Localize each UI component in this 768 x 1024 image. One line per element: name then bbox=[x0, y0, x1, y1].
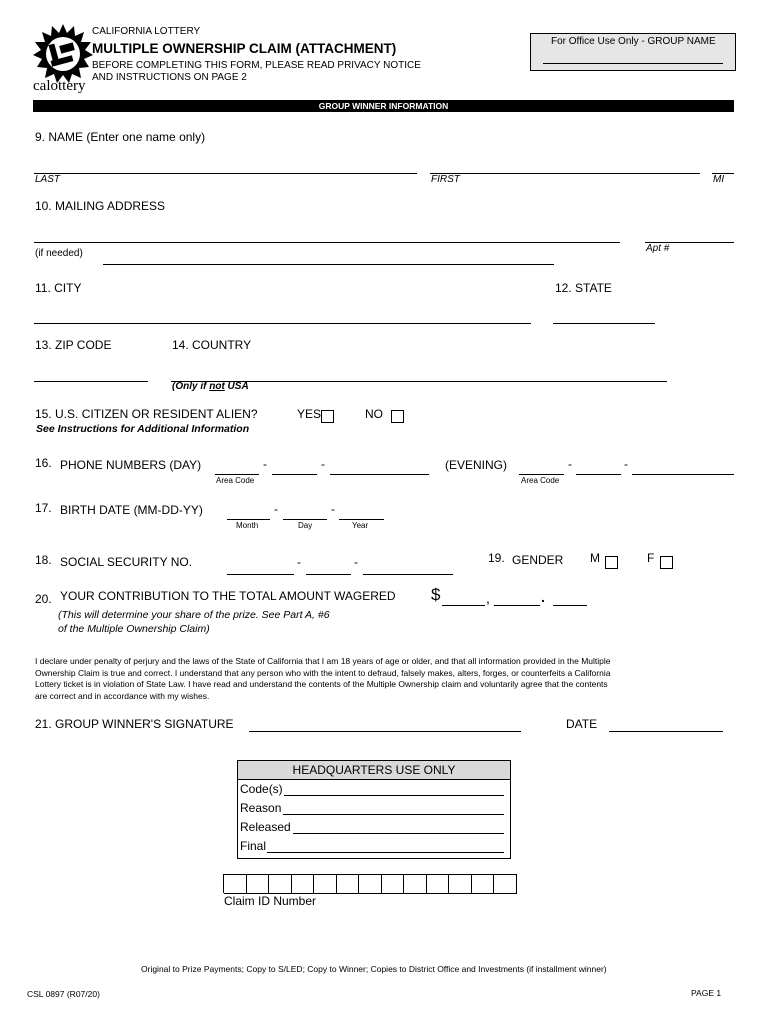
yes-checkbox[interactable] bbox=[321, 410, 334, 423]
declaration-line: I declare under penalty of perjury and the laws of the State of California that I am 18 years of age or older, and that all information provided in the Multiple bbox=[35, 656, 611, 666]
day-dash-1: - bbox=[263, 457, 267, 471]
mailing-address-field[interactable] bbox=[34, 242, 620, 243]
contribution-cents-field[interactable] bbox=[553, 605, 587, 606]
declaration bbox=[35, 656, 735, 702]
if-needed-label: (if needed) bbox=[35, 248, 83, 259]
form-id: CSL 0897 (R07/20) bbox=[27, 989, 100, 999]
signature-field[interactable] bbox=[249, 731, 521, 732]
female-label: F bbox=[647, 551, 655, 565]
declaration-line: Ownership Claim is true and correct. I understand that any person who with the intent to defraud, falsely makes, alters, forges, or counterfeits a California bbox=[35, 667, 611, 678]
hq-use-box bbox=[237, 760, 511, 859]
birth-dash-1: - bbox=[274, 502, 278, 516]
contribution-comma: , bbox=[486, 590, 490, 606]
first-label: FIRST bbox=[431, 174, 460, 185]
only-if-pre: (Only if bbox=[172, 381, 210, 392]
birth-year-field[interactable] bbox=[339, 519, 384, 520]
birth-dash-2: - bbox=[331, 502, 335, 516]
state-field[interactable] bbox=[553, 323, 655, 324]
last-name-field[interactable] bbox=[34, 173, 417, 174]
evening-prefix-field[interactable] bbox=[576, 474, 621, 475]
distribution-note: Original to Prize Payments; Copy to S/LED; Copy to Winner; Copies to District Office and Investments (if installment winner) bbox=[141, 964, 607, 974]
hq-final-field[interactable] bbox=[267, 852, 504, 853]
logo-sunburst-icon bbox=[33, 22, 93, 84]
contribution-thousands-field[interactable] bbox=[442, 605, 485, 606]
no-checkbox[interactable] bbox=[391, 410, 404, 423]
address-line-2-field[interactable] bbox=[103, 264, 554, 265]
birth-day-field[interactable] bbox=[283, 519, 327, 520]
signature-label: 21. GROUP WINNER'S SIGNATURE bbox=[35, 717, 234, 731]
yes-label: YES bbox=[297, 407, 322, 421]
claim-id-cell[interactable] bbox=[472, 874, 495, 894]
evening-label: (EVENING) bbox=[445, 458, 508, 472]
evening-line-field[interactable] bbox=[632, 474, 734, 475]
birth-month-field[interactable] bbox=[227, 519, 270, 520]
birth-label: BIRTH DATE (MM-DD-YY) bbox=[60, 503, 203, 517]
office-use-box bbox=[530, 33, 736, 71]
ssn-group-field[interactable] bbox=[306, 574, 351, 575]
female-checkbox[interactable] bbox=[660, 556, 673, 569]
day-label: Day bbox=[298, 521, 313, 530]
claim-id-cell[interactable] bbox=[359, 874, 382, 894]
contribution-note-2: of the Multiple Ownership Claim) bbox=[58, 623, 210, 635]
contribution-dollars-field[interactable] bbox=[494, 605, 540, 606]
ssn-dash-1: - bbox=[297, 555, 301, 569]
ssn-dash-2: - bbox=[354, 555, 358, 569]
lottery-logo bbox=[33, 22, 93, 92]
instruction-line-1: BEFORE COMPLETING THIS FORM, PLEASE READ PRIVACY NOTICE bbox=[92, 60, 421, 71]
claim-id-cell[interactable] bbox=[224, 874, 247, 894]
section-bar bbox=[33, 100, 734, 112]
evening-area-code-label: Area Code bbox=[521, 476, 560, 485]
hq-codes-label: Code(s) bbox=[240, 782, 283, 796]
mi-label: MI bbox=[713, 174, 725, 185]
citizen-note: See Instructions for Additional Information bbox=[36, 423, 250, 435]
phone-label: PHONE NUMBERS (DAY) bbox=[60, 458, 202, 472]
org-name: CALIFORNIA LOTTERY bbox=[92, 26, 201, 37]
evening-dash-2: - bbox=[624, 457, 628, 471]
year-label: Year bbox=[352, 521, 369, 530]
month-label: Month bbox=[236, 521, 259, 530]
logo-text: calottery bbox=[33, 78, 86, 94]
only-if-post: USA bbox=[224, 381, 249, 392]
declaration-line: are correct and in accordance with my wishes. bbox=[35, 690, 210, 701]
only-if-not-usa bbox=[172, 381, 249, 392]
claim-id-cell[interactable] bbox=[337, 874, 360, 894]
contribution-note-1: (This will determine your share of the prize. See Part A, #6 bbox=[58, 609, 330, 621]
gender-number: 19. bbox=[488, 551, 505, 565]
last-label: LAST bbox=[35, 174, 61, 185]
first-name-field[interactable] bbox=[430, 173, 700, 174]
day-area-code-field[interactable] bbox=[215, 474, 259, 475]
country-label: 14. COUNTRY bbox=[172, 338, 252, 352]
birth-number: 17. bbox=[35, 501, 52, 515]
claim-id-cell[interactable] bbox=[292, 874, 315, 894]
city-field[interactable] bbox=[34, 323, 531, 324]
office-use-label: For Office Use Only - GROUP NAME bbox=[551, 36, 716, 47]
claim-id-cell[interactable] bbox=[427, 874, 450, 894]
male-checkbox[interactable] bbox=[605, 556, 618, 569]
contribution-number: 20. bbox=[35, 592, 52, 606]
hq-released-field[interactable] bbox=[293, 833, 504, 834]
apt-label: Apt # bbox=[646, 243, 670, 254]
phone-number: 16. bbox=[35, 456, 52, 470]
day-prefix-field[interactable] bbox=[272, 474, 317, 475]
page-number: PAGE 1 bbox=[691, 988, 722, 998]
hq-reason-label: Reason bbox=[240, 801, 282, 815]
hq-codes-field[interactable] bbox=[284, 795, 504, 796]
evening-area-code-field[interactable] bbox=[519, 474, 564, 475]
hq-header bbox=[238, 761, 510, 780]
claim-id-cell[interactable] bbox=[314, 874, 337, 894]
section-bar-title: GROUP WINNER INFORMATION bbox=[318, 101, 449, 111]
day-dash-2: - bbox=[321, 457, 325, 471]
declaration-line: Lottery ticket is in violation of State Law. I have read and understand the contents of the Multiple Ownership claim and voluntarily agree that the contents bbox=[35, 679, 608, 689]
no-label: NO bbox=[365, 407, 383, 421]
day-line-field[interactable] bbox=[330, 474, 429, 475]
name-label: 9. NAME (Enter one name only) bbox=[35, 130, 206, 144]
evening-dash-1: - bbox=[568, 457, 572, 471]
day-area-code-label: Area Code bbox=[216, 476, 255, 485]
instruction-line-2: AND INSTRUCTIONS ON PAGE 2 bbox=[92, 72, 247, 83]
claim-id-cell[interactable] bbox=[449, 874, 472, 894]
city-label: 11. CITY bbox=[35, 281, 82, 295]
zip-field[interactable] bbox=[34, 381, 148, 382]
group-name-field[interactable] bbox=[543, 63, 723, 64]
ssn-label: SOCIAL SECURITY NO. bbox=[60, 555, 193, 569]
hq-title: HEADQUARTERS USE ONLY bbox=[292, 763, 456, 777]
ssn-number: 18. bbox=[35, 553, 52, 567]
claim-id-boxes[interactable] bbox=[223, 874, 517, 893]
hq-final-label: Final bbox=[240, 839, 267, 853]
ssn-serial-field[interactable] bbox=[363, 574, 453, 575]
claim-id-cell[interactable] bbox=[382, 874, 405, 894]
ssn-area-field[interactable] bbox=[227, 574, 294, 575]
date-field[interactable] bbox=[609, 731, 723, 732]
dollar-sign: $ bbox=[431, 585, 441, 604]
claim-id-cell[interactable] bbox=[404, 874, 427, 894]
claim-id-cell[interactable] bbox=[494, 874, 517, 894]
gender-label: GENDER bbox=[512, 553, 564, 567]
state-label: 12. STATE bbox=[555, 281, 612, 295]
claim-id-cell[interactable] bbox=[247, 874, 270, 894]
claim-id-cell[interactable] bbox=[269, 874, 292, 894]
hq-reason-field[interactable] bbox=[283, 814, 504, 815]
claim-id-label: Claim ID Number bbox=[224, 894, 317, 908]
citizen-label: 15. U.S. CITIZEN OR RESIDENT ALIEN? bbox=[35, 407, 258, 421]
only-if-not: not bbox=[209, 381, 225, 392]
contribution-period: . bbox=[541, 589, 545, 605]
mailing-label: 10. MAILING ADDRESS bbox=[35, 199, 166, 213]
male-label: M bbox=[590, 551, 600, 565]
hq-released-label: Released bbox=[240, 820, 291, 834]
zip-label: 13. ZIP CODE bbox=[35, 338, 112, 352]
form-title: MULTIPLE OWNERSHIP CLAIM (ATTACHMENT) bbox=[92, 41, 397, 56]
date-label: DATE bbox=[566, 717, 598, 731]
contribution-label: YOUR CONTRIBUTION TO THE TOTAL AMOUNT WAGERED bbox=[60, 589, 396, 603]
